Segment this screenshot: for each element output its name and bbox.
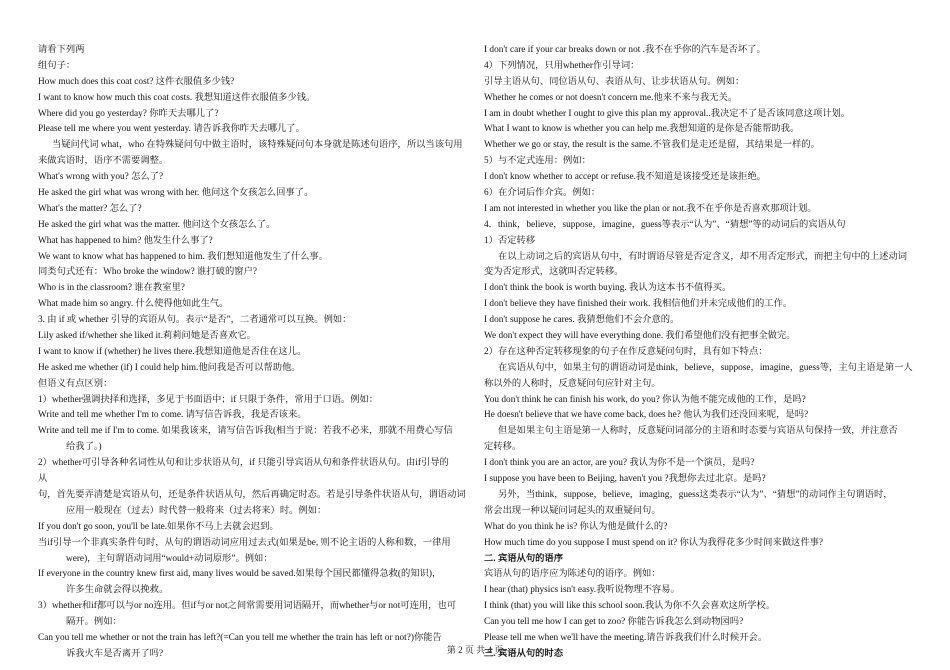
text-line: 1）whether强调抉择和选择，多见于书面语中；if 只限于条件，常用于口语。例如：	[38, 394, 379, 405]
text-line: 当if引导一个非真实条件句时，从句的谓语动词应用过去式(如果是be, 则不论主语的人称和数，一律用	[38, 537, 451, 548]
text-line: 请看下列两	[38, 45, 85, 55]
text-line: 句，首先要弄清楚是宾语从句，还是条件状语从句，然后再确定时态。若是引导条件状语从句，谓语动词	[38, 489, 466, 500]
text-line: I hear (that) physics isn't easy.我听说物理不容易。	[484, 585, 680, 596]
text-line: 5）与不定式连用：例如：	[484, 156, 591, 167]
text-line: 3）whether和if都可以与or no连用。但if与or not之间常需要用词语隔开，而whether与or not可连用，也可	[38, 601, 457, 612]
text-line: I am not interested in whether you like the plan or not.我不在乎你是否喜欢那项计划。	[484, 203, 817, 214]
text-line: I don't think you are an actor, are you? 我认为你不是一个演员，是吗?	[484, 458, 755, 469]
text-line: 但是如果主句主语是第一人称时，反意疑问词部分的主语和时态要与宾语从句保持一致，并注意否	[498, 426, 898, 437]
text-line: If everyone in the country knew first aid, many lives would be saved.如果每个国民都懂得急救(的知识)，	[38, 569, 442, 580]
text-line: Please tell me when we'll have the meeting.请告诉我我们什么时候开会。	[484, 632, 768, 643]
text-line: I am in doubt whether I ought to give this plan my approval..我决定不了是否该同意这项计划。	[484, 108, 851, 119]
text-line: 隔开。例如：	[66, 617, 122, 628]
text-line: I don't care if your car breaks down or not .我不在乎你的汽车是否坏了。	[484, 45, 766, 55]
text-line: I want to know if (whether) he lives there.我想知道他是否住在这儿。	[38, 346, 307, 357]
text-line: 常会出现一种以疑问词起头的双重疑问句。	[484, 505, 661, 516]
text-line: 从	[38, 474, 48, 485]
text-line: Can you tell me whether or not the train has left?(=Can you tell me whether the train has left or not?)你能告	[38, 632, 442, 643]
text-line: Can you tell me how I can get to zoo? 你能告诉我怎么到动物园吗?	[484, 617, 744, 628]
text-line: What made him so angry. 什么使得他如此生气。	[38, 299, 229, 310]
text-line: Whether he comes or not doesn't concern me.他来不来与我无关。	[484, 92, 738, 103]
text-line: 3. 由 if 或 whether 引导的宾语从句。表示“是否”，二者通常可以互换。例如：	[38, 315, 352, 326]
text-line: 许多生命就会得以挽救。	[66, 585, 169, 596]
text-line: 诉我火车是否离开了吗?	[66, 648, 164, 659]
text-line: 在宾语从句中，如果主句的谓语动词是think，believe，suppose，imagine，guess等，主句主语是第一人	[498, 362, 913, 373]
text-line: He asked the girl what was wrong with her. 他问这个女孩怎么回事了。	[38, 188, 314, 199]
text-line: 同类句式还有：Who broke the window? 谁打破的窗户?	[38, 267, 257, 278]
text-line: 定转移。	[484, 442, 522, 453]
text-line: I suppose you have been to Beijing, haven't you ?我想你去过北京。是吗?	[484, 474, 766, 485]
text-line: 另外，当think，suppose，believe，imaging，guess这类表示“认为”、“猜想”的动词作主句谓语时，	[498, 489, 893, 500]
text-line: What has happened to him? 他发生什么事了?	[38, 235, 213, 246]
text-line: 来做宾语时，语序不需要调整。	[38, 156, 169, 167]
text-line: Who is in the classroom? 谁在教室里?	[38, 283, 185, 294]
text-line: 给我了。)	[66, 442, 102, 453]
text-line: Whether we go or stay, the result is the same.不管我们是走还是留，其结果是一样的。	[484, 140, 820, 151]
text-line: How much time do you suppose I must spend on it? 你认为我得花多少时间来做这件事?	[484, 537, 824, 548]
text-line: 4）下列情况，只用whether作引导词：	[484, 60, 640, 71]
text-line: I don't think the book is worth buying. 我认为这本书不值得买。	[484, 283, 732, 294]
text-line: How much does this coat cost? 这件衣服值多少钱?	[38, 76, 235, 87]
text-line: What I want to know is whether you can help me.我想知道的是你是否能帮助我。	[484, 124, 800, 135]
text-line: What do you think he is? 你认为他是做什么的?	[484, 521, 668, 532]
text-line: 组句子：	[38, 60, 76, 71]
text-line: Write and tell me if I'm to come. 如果我该来，请写信告诉我(相当于说：若我不必来，那就不用费心写信	[38, 426, 453, 437]
text-line: If you don't go soon, you'll be late.如果你不马上去就会迟到。	[38, 521, 279, 532]
text-line: 宾语从句的语序应为陈述句的语序。例如：	[484, 569, 661, 580]
text-line: 6）在介词后作介宾。例如：	[484, 188, 601, 199]
text-line: Write and tell me whether I'm to come. 请写信告诉我，我是否该来。	[38, 410, 307, 421]
left-column	[38, 43, 470, 663]
text-line: 在以上动词之后的宾语从句中，有时谓语尽管是否定含义，却不用否定形式，而把主句中的上述动词	[498, 251, 908, 262]
text-line: You don't think he can finish his work, do you? 你认为他不能完成他的工作，是吗?	[484, 394, 806, 405]
text-line: 4．think，believe，suppose，imagine，guess等表示“认为”、“猜想”等的动词后的宾语从句	[484, 219, 846, 230]
text-line: 1）否定转移	[484, 235, 536, 246]
text-line: What's wrong with you? 怎么了?	[38, 172, 164, 183]
text-line: 称以外的人称时，反意疑问句应针对主句。	[484, 378, 661, 389]
section-heading: 三. 宾语从句的时态	[484, 648, 564, 659]
text-line: I don't believe they have finished their work. 我相信他们并未完成他们的工作。	[484, 299, 793, 310]
text-line: I don't suppose he cares. 我猜想他们不会介意的。	[484, 315, 680, 326]
text-line: I don't know whether to accept or refuse.我不知道是该接受还是该拒绝。	[484, 172, 767, 183]
right-column	[484, 43, 916, 663]
text-line: I think (that) you will like this school soon.我认为你不久会喜欢这所学校。	[484, 601, 776, 612]
text-line: We don't expect they will have everything done. 我们希望他们没有把事全做完。	[484, 331, 796, 342]
text-line: Where did you go yesterday? 你昨天去哪儿了?	[38, 108, 219, 119]
page-footer: 第 2 页 共 4 页	[446, 645, 504, 655]
text-line: He doesn't believe that we have come back, does he? 他认为我们还没回来呢，是吗?	[484, 410, 809, 421]
text-line: I want to know how much this coat costs. 我想知道这件衣服值多少钱。	[38, 92, 316, 103]
text-line: Please tell me where you went yesterday. 请告诉我你昨天去哪儿了。	[38, 124, 305, 135]
text-line: 引导主语从句、同位语从句、表语从句、让步状语从句。例如：	[484, 76, 745, 87]
text-line: 当疑问代词 what，who 在特殊疑问句中做主语时，该特殊疑问句本身就是陈述句语序，所以当该句用	[52, 140, 463, 151]
text-line: 变为否定形式，这就叫否定转移。	[484, 267, 624, 278]
section-heading: 二. 宾语从句的语序	[484, 553, 564, 564]
text-line: He asked the girl what was the matter. 他问这个女孩怎么了。	[38, 219, 276, 230]
text-line: Lily asked if/whether she liked it.莉莉问她是否喜欢它。	[38, 331, 256, 342]
text-line: We want to know what has happened to him. 我们想知道他发生了什么事。	[38, 251, 329, 262]
text-line: 但语义有点区别：	[38, 378, 113, 389]
text-line: He asked me whether (if) I could help him.他问我是否可以帮助他。	[38, 362, 301, 373]
text-line: were)，主句谓语动词用“would+动词原形”。例如：	[66, 553, 273, 564]
text-line: 应用一般现在（过去）时代替一般将来（过去将来）时。例如：	[66, 505, 327, 516]
text-line: 2）存在这种否定转移现象的句子在作反意疑问句时，具有如下特点：	[484, 346, 768, 357]
text-line: What's the matter? 怎么了?	[38, 203, 142, 214]
text-line: 2）whether可引导各种名词性从句和让步状语从句，if 只能引导宾语从句和条件状语从句。由if引导的	[38, 458, 449, 469]
